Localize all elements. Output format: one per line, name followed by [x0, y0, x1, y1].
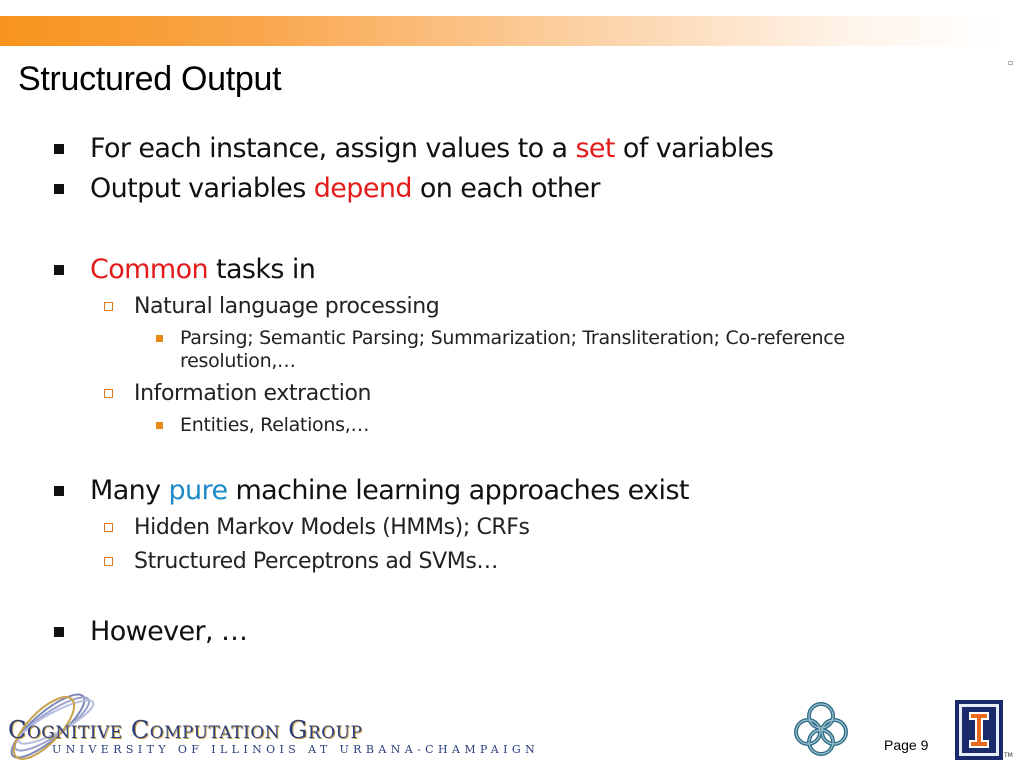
square-bullet-icon	[54, 184, 64, 194]
square-bullet-icon	[54, 144, 64, 154]
bullet-text: Entities, Relations,…	[180, 414, 370, 436]
bullet-text: Hidden Markov Models (HMMs); CRFs	[134, 515, 530, 540]
highlight-word: pure	[168, 475, 228, 506]
highlight-word: depend	[313, 173, 412, 204]
group-name: Cognitive Computation Group	[8, 716, 363, 744]
university-name: UNIVERSITY OF ILLINOIS AT URBANA-CHAMPAIGN	[52, 743, 540, 756]
page-number: Page 9	[884, 737, 929, 753]
hollow-square-bullet-icon	[104, 302, 113, 311]
highlight-word: Common	[90, 254, 209, 285]
slide-title: Structured Output	[18, 60, 282, 98]
square-bullet-icon	[54, 486, 64, 496]
bullet-text: on each other	[411, 173, 600, 204]
bullet-text: Structured Perceptrons ad SVMs…	[134, 549, 499, 574]
bullet-text: For each instance, assign values to a	[90, 133, 576, 164]
bullet-text: tasks in	[208, 254, 316, 285]
orange-square-bullet-icon	[156, 422, 163, 429]
square-bullet-icon	[54, 627, 64, 637]
highlight-word: set	[575, 133, 615, 164]
orange-square-bullet-icon	[156, 335, 163, 342]
corner-mark: ▫	[1008, 58, 1014, 67]
knot-logo-icon	[790, 698, 852, 758]
bullet-text: Output variables	[90, 173, 314, 204]
bullet-text: Natural language processing	[134, 294, 440, 319]
illinois-block-i-icon	[955, 700, 1003, 760]
hollow-square-bullet-icon	[104, 523, 113, 532]
bullet-text: However, …	[90, 616, 248, 647]
bullet-text: Parsing; Semantic Parsing; Summarization; Transliteration; Co-reference resolution,…	[180, 327, 845, 372]
bullet-text: Many	[90, 475, 169, 506]
bullet-text: Information extraction	[134, 381, 372, 406]
hollow-square-bullet-icon	[104, 389, 113, 398]
trademark-mark: TM	[1004, 752, 1013, 759]
square-bullet-icon	[54, 265, 64, 275]
bullet-text: machine learning approaches exist	[227, 475, 689, 506]
header-accent-bar	[0, 16, 1000, 46]
hollow-square-bullet-icon	[104, 557, 113, 566]
bullet-text: of variables	[614, 133, 774, 164]
